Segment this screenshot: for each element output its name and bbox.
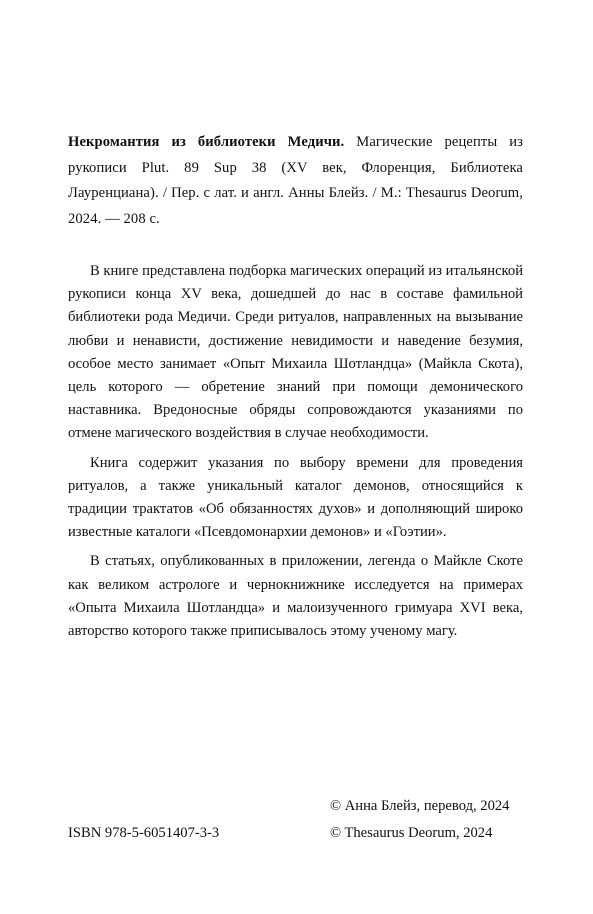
copyright-translation: © Анна Блейз, перевод, 2024	[330, 798, 510, 814]
isbn: ISBN 978-5-6051407-3-3	[68, 825, 220, 841]
book-title: Некромантия из библиотеки Медичи.	[68, 134, 345, 150]
annotation	[68, 260, 523, 649]
annotation-paragraph: В книге представлена подборка магических операций из итальянской рукописи конца XV века, дошедшей до нас в составе фамильной библиотеки рода Медичи. Среди ритуалов, направленных на вызывание любви и ненависти, достижение невидимости и наведение безумия, особое место занимает «Опыт Михаила Шотландца» (Майкла Скота), цель которого — обретение знаний при помощи демонического наставника. Вредоносные обряды сопровождаются указаниями по отмене магического воздействия в случае необходимости.	[68, 263, 523, 442]
bibliographic-record	[68, 130, 523, 232]
annotation-paragraph: В статьях, опубликованных в приложении, легенда о Майкле Скоте как великом астрологе и чернокнижнике исследуется на примерах «Опыта Михаила Шотландца» и малоизученного гримуара XVI века, авторство которого также приписывалось этому ученому магу.	[68, 553, 523, 640]
bibliographic-details: Магические рецепты из рукописи Plut. 89 Sup 38 (XV век, Флоренция, Библиотека Лауренциана). / Пер. с лат. и англ. Анны Блейз. / М.: Thesaurus Deorum, 2024. — 208 с.	[68, 134, 523, 227]
copyright-publisher: © Thesaurus Deorum, 2024	[330, 825, 493, 841]
copyright-block	[330, 793, 530, 847]
annotation-paragraph: Книга содержит указания по выбору времени для проведения ритуалов, а также уникальный каталог демонов, относящийся к традиции трактатов «Об обязанностях духов» и дополняющий широко известные каталоги «Псевдомонархии демонов» и «Гоэтии».	[68, 454, 523, 541]
